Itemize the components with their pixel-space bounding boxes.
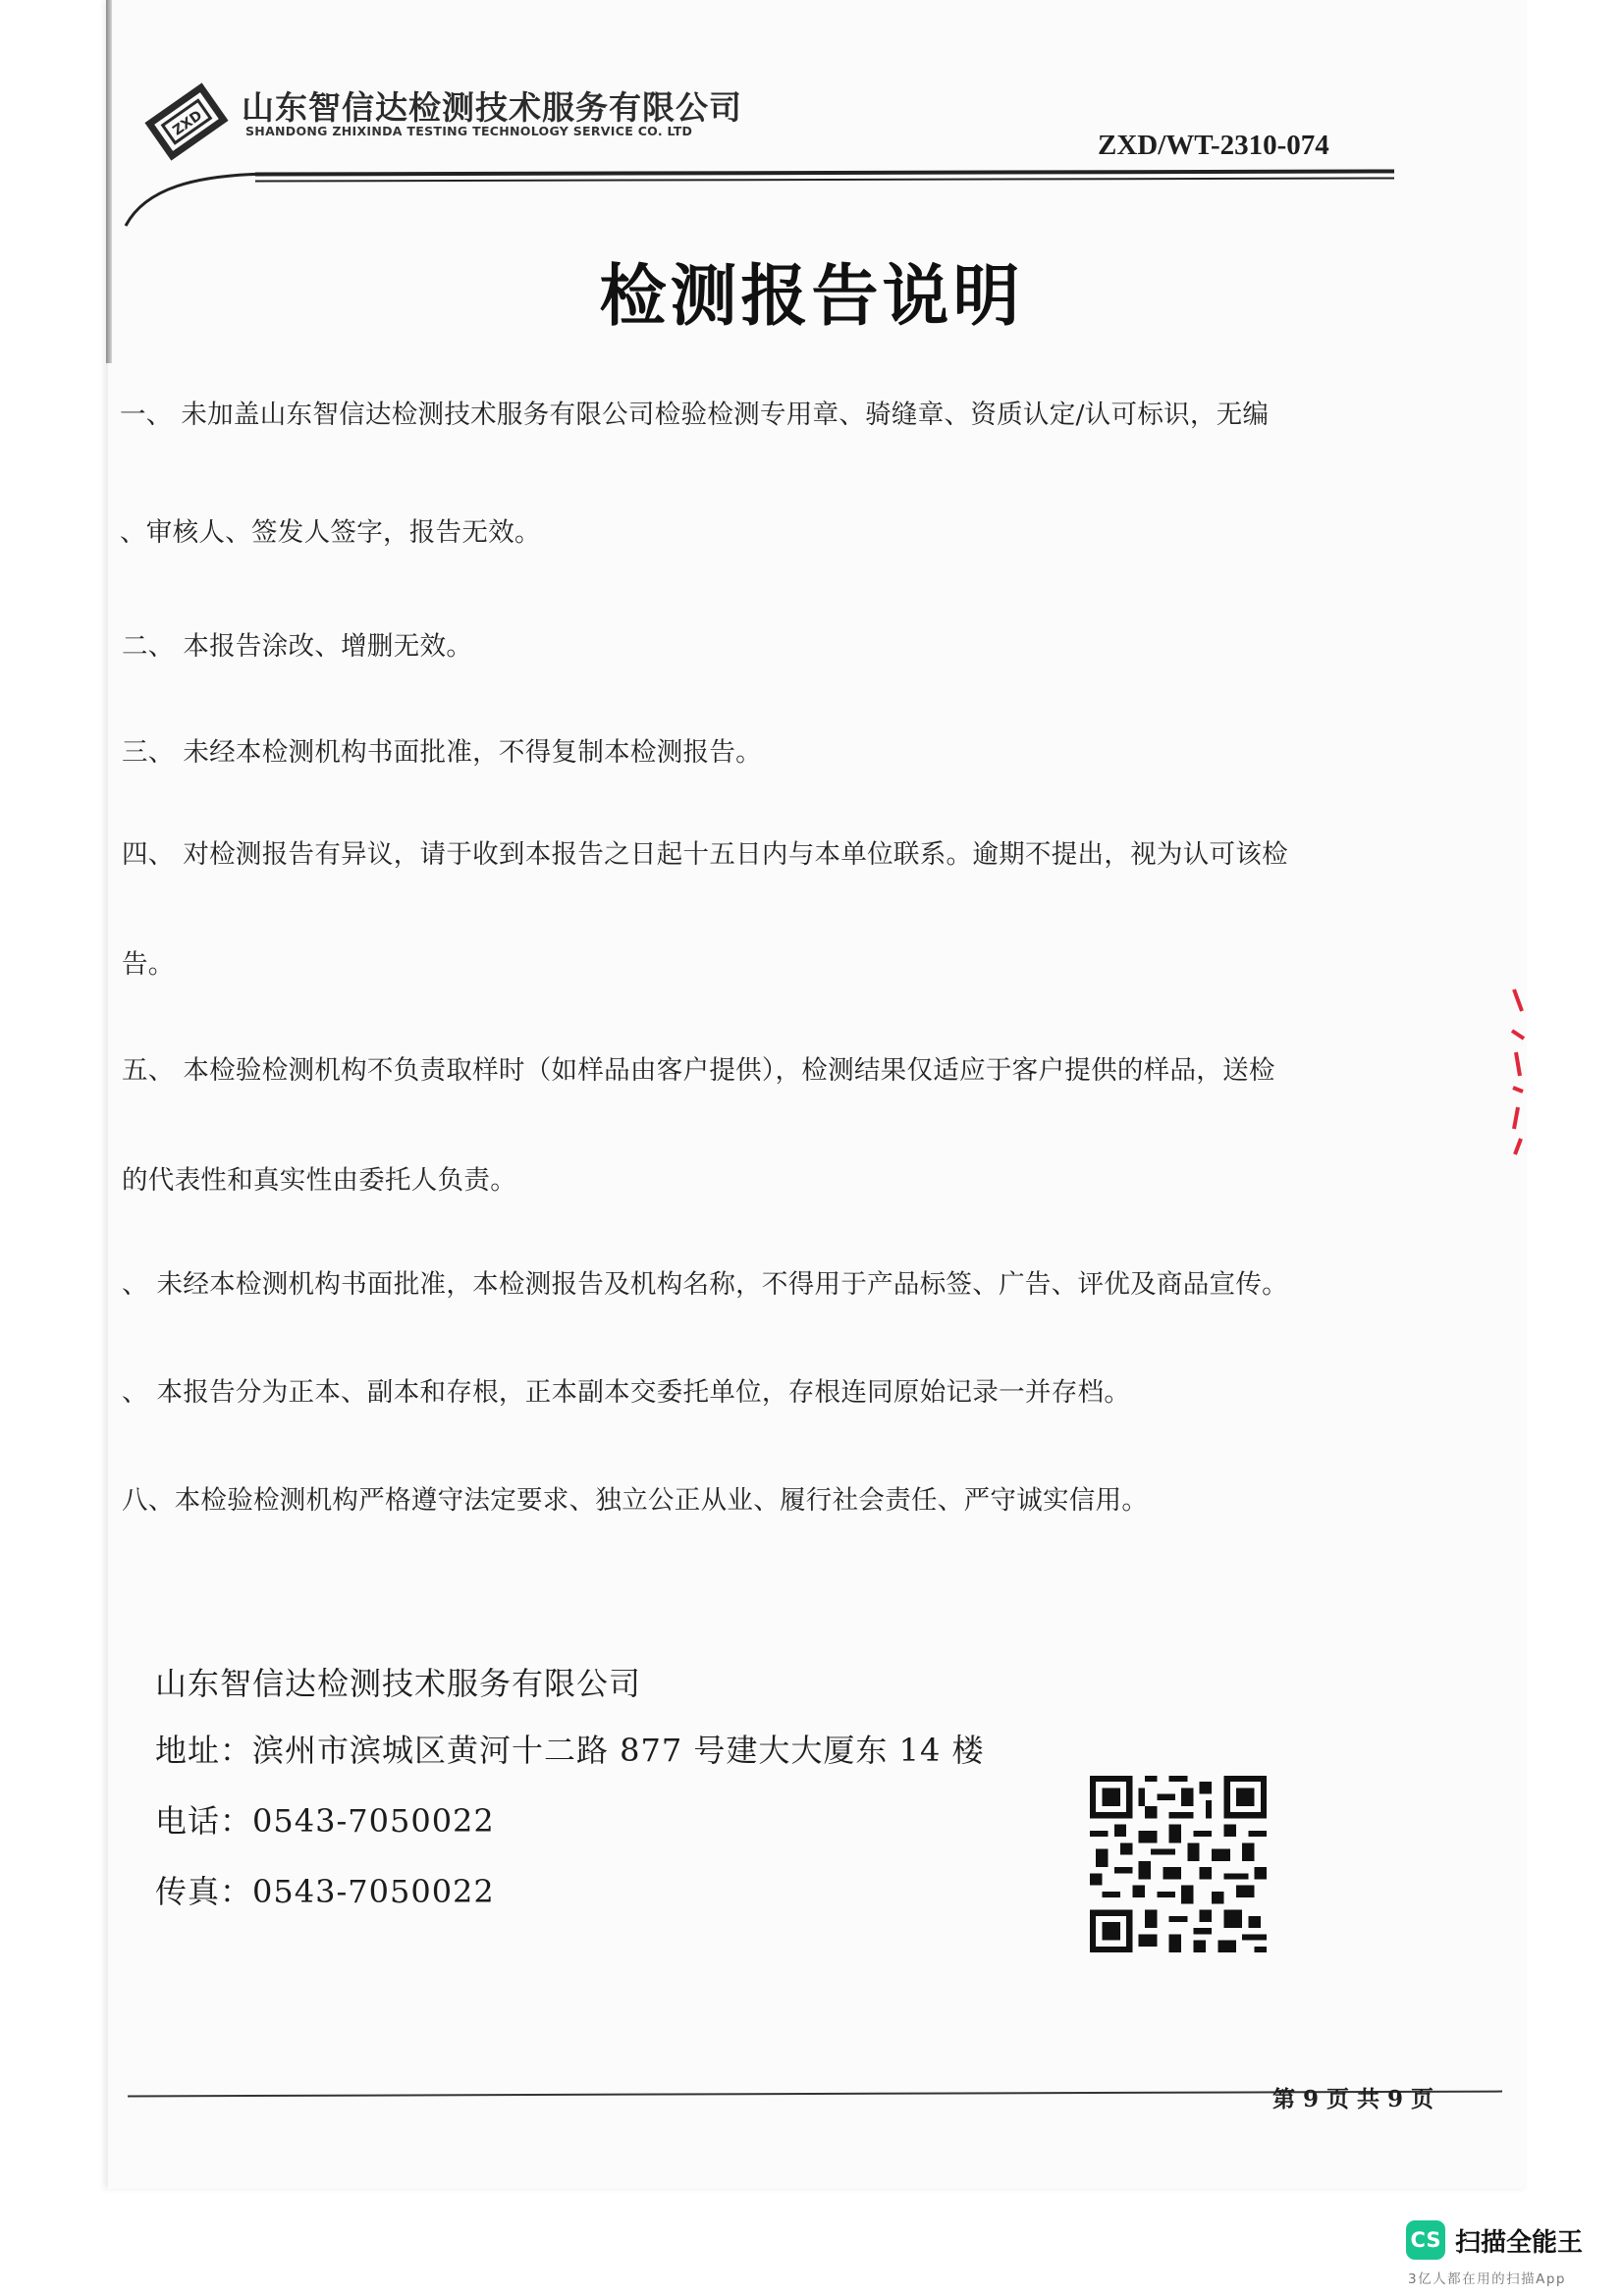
scanner-app-name: 扫描全能王: [1455, 2228, 1584, 2258]
footer-company: 山东智信达检测技术服务有限公司: [155, 1665, 642, 1702]
clause-2: 二、 本报告涂改、增删无效。: [122, 631, 473, 662]
report-number: ZXD/WT-2310-074: [1098, 130, 1329, 161]
clause-3: 三、 未经本检测机构书面批准，不得复制本检测报告。: [122, 737, 762, 768]
company-logo: [137, 73, 236, 171]
seam-stamp-fragment: [1508, 982, 1528, 1158]
footer-phone: 电话：0543-7050022: [155, 1802, 495, 1840]
qr-code: [1090, 1771, 1267, 1957]
footer-fax: 传真：0543-7050022: [155, 1873, 495, 1910]
logo-text: ZXD: [170, 107, 206, 139]
header-swoosh: [116, 169, 273, 228]
clause-1: 一、 未加盖山东智信达检测技术服务有限公司检验检测专用章、骑缝章、资质认定/认可标识，无编: [120, 400, 1270, 430]
clause-4: 四、 对检测报告有异议，请于收到本报告之日起十五日内与本单位联系。逾期不提出，视为认可该检: [122, 839, 1288, 870]
letterhead-company-cn: 山东智信达检测技术服务有限公司: [242, 88, 742, 127]
clause-1-cont: 、审核人、签发人签字，报告无效。: [120, 517, 541, 548]
camscanner-icon: CS: [1406, 2220, 1445, 2260]
page-number: 第 9 页 共 9 页: [1272, 2086, 1434, 2112]
letterhead-company-en: SHANDONG ZHIXINDA TESTING TECHNOLOGY SERVICE CO. LTD: [245, 124, 693, 138]
clause-6: 、 未经本检测机构书面批准，本检测报告及机构名称，不得用于产品标签、广告、评优及商品宣传。: [122, 1269, 1288, 1300]
clause-5-cont: 的代表性和真实性由委托人负责。: [122, 1165, 516, 1196]
clause-4-cont: 告。: [122, 949, 175, 980]
footer-address: 地址：滨州市滨城区黄河十二路 877 号建大大厦东 14 楼: [155, 1732, 985, 1769]
clause-5: 五、 本检验检测机构不负责取样时（如样品由客户提供），检测结果仅适应于客户提供的样品，送检: [122, 1055, 1275, 1086]
document-title: 检测报告说明: [599, 257, 1024, 336]
scanner-app-slogan: 3亿人都在用的扫描App: [1408, 2271, 1566, 2287]
clause-7: 、 本报告分为正本、副本和存根，正本副本交委托单位，存根连同原始记录一并存档。: [122, 1377, 1131, 1408]
clause-8: 八、本检验检测机构严格遵守法定要求、独立公正从业、履行社会责任、严守诚实信用。: [122, 1485, 1149, 1516]
